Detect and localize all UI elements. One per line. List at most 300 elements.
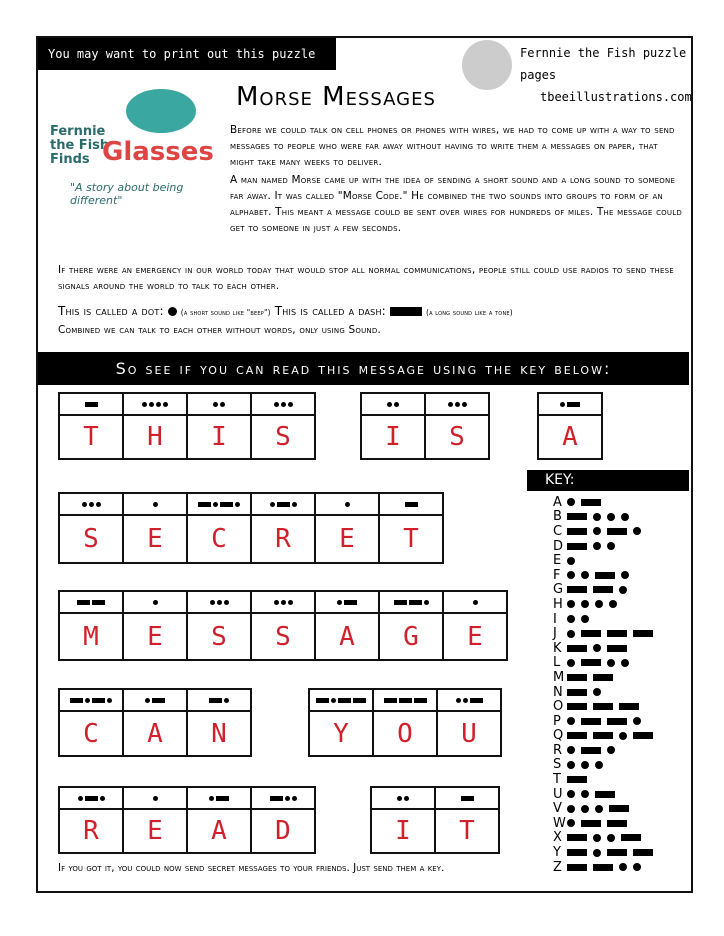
dot-icon: [567, 805, 575, 813]
morse-code: [188, 394, 250, 416]
dot-icon: [567, 819, 575, 827]
dot-icon: [473, 600, 478, 605]
answer-letter[interactable]: A: [562, 422, 578, 452]
dash-icon: [621, 834, 641, 841]
key-row: [527, 626, 689, 641]
dot-icon: [607, 659, 615, 667]
dot-icon: [397, 796, 402, 801]
dot-icon: [560, 402, 565, 407]
morse-code: [436, 788, 498, 810]
dot-icon: [621, 513, 629, 521]
answer-letter[interactable]: S: [275, 422, 291, 452]
answer-letter[interactable]: I: [385, 422, 401, 452]
key-row: [527, 524, 689, 539]
answer-letter[interactable]: E: [467, 621, 483, 652]
key-letter: O: [553, 699, 564, 715]
dot-label: This is called a dot:: [58, 304, 164, 318]
dot-icon: [581, 571, 589, 579]
key-letter: G: [553, 582, 564, 598]
answer-letter[interactable]: E: [147, 524, 163, 554]
morse-code: [380, 592, 442, 614]
dot-icon: [156, 402, 161, 407]
dot-icon: [607, 834, 615, 842]
word-grid: [370, 786, 500, 854]
dash-icon: [470, 698, 483, 703]
dash-icon: [399, 698, 412, 703]
morse-code: [124, 690, 186, 712]
letter-cell: [60, 394, 124, 458]
dash-icon: [607, 820, 627, 827]
dot-icon: [288, 402, 293, 407]
dot-icon: [595, 761, 603, 769]
dash-icon: [593, 674, 613, 681]
combined-note: Combined we can talk to each other without words, only using Sound.: [58, 324, 381, 336]
dash-icon: [567, 732, 587, 739]
dot-icon: [337, 600, 342, 605]
book-title: Fernnie the Fish Finds: [50, 124, 110, 167]
dash-icon: [581, 630, 601, 637]
key-row: [527, 787, 689, 802]
intro-paragraph-3: If there were an emergency in our world today that would stop all normal communications, people still could use radios to send these signals around the world to talk to each other.: [58, 264, 674, 292]
answer-letter[interactable]: M: [83, 621, 99, 652]
dash-icon: [567, 703, 587, 710]
dash-icon: [607, 630, 627, 637]
morse-code: [60, 592, 122, 614]
dash-icon: [595, 791, 615, 798]
dot-icon: [281, 600, 286, 605]
dot-icon: [593, 849, 601, 857]
dash-note: (a long sound like a tone): [425, 308, 513, 317]
key-row: [527, 714, 689, 729]
instruction-banner: So see if you can read this message using the key below:: [38, 352, 689, 385]
dash-icon: [92, 600, 105, 605]
answer-letter[interactable]: D: [275, 816, 291, 846]
dot-icon: [593, 527, 601, 535]
dash-icon: [152, 698, 165, 703]
letter-cell: [188, 788, 252, 852]
dot-icon: [209, 796, 214, 801]
dash-icon: [567, 674, 587, 681]
key-letter: F: [553, 567, 561, 583]
dash-icon: [461, 796, 474, 801]
dot-dash-explanation: [58, 303, 688, 338]
answer-letter[interactable]: O: [397, 718, 413, 749]
dash-icon: [567, 864, 587, 871]
letter-cell: [444, 592, 506, 659]
key-letter: N: [553, 684, 563, 700]
dash-icon: [593, 864, 613, 871]
letter-cell: [426, 394, 488, 458]
letter-cell: [372, 788, 436, 852]
dot-icon: [168, 307, 177, 316]
dot-icon: [387, 402, 392, 407]
key-row: [527, 685, 689, 700]
morse-code: [124, 592, 186, 614]
book-glasses: Glasses: [102, 137, 214, 167]
dash-icon: [316, 698, 329, 703]
dot-icon: [567, 790, 575, 798]
letter-cell: [124, 394, 188, 458]
letter-cell: [539, 394, 601, 458]
dot-icon: [607, 513, 615, 521]
dash-icon: [92, 698, 105, 703]
key-row: [527, 816, 689, 831]
letter-cell: [316, 494, 380, 562]
morse-code: [188, 690, 250, 712]
dash-icon: [85, 796, 98, 801]
dot-icon: [107, 698, 112, 703]
key-row: [527, 845, 689, 860]
answer-letter[interactable]: E: [147, 621, 163, 652]
word-grid: [58, 688, 252, 757]
letter-cell: [188, 494, 252, 562]
morse-code: [316, 494, 378, 516]
letter-cell: [188, 394, 252, 458]
dash-icon: [567, 513, 587, 520]
dash-icon: [633, 849, 653, 856]
morse-code: [124, 788, 186, 810]
morse-code: [60, 494, 122, 516]
dot-icon: [607, 542, 615, 550]
dash-icon: [567, 543, 587, 550]
dot-icon: [153, 502, 158, 507]
key-row: [527, 553, 689, 568]
dash-icon: [567, 586, 587, 593]
morse-code: [124, 394, 186, 416]
dash-icon: [581, 747, 601, 754]
letter-cell: [124, 592, 188, 659]
dot-icon: [85, 698, 90, 703]
dot-icon: [581, 805, 589, 813]
dot-icon: [633, 717, 641, 725]
dot-icon: [224, 698, 229, 703]
print-note: You may want to print out this puzzle to do it.: [38, 38, 336, 70]
answer-letter[interactable]: Y: [333, 718, 349, 749]
word-grid: [537, 392, 603, 460]
key-letter: X: [553, 830, 562, 846]
dot-icon: [567, 571, 575, 579]
dash-icon: [277, 502, 290, 507]
morse-code: [60, 788, 122, 810]
dash-icon: [77, 600, 90, 605]
dot-icon: [292, 502, 297, 507]
key-letter: U: [553, 786, 563, 802]
dash-icon: [409, 600, 422, 605]
key-letter: B: [553, 509, 562, 525]
dot-icon: [595, 805, 603, 813]
book-logo: [46, 85, 226, 207]
key-letter: Q: [553, 728, 564, 744]
answer-letter[interactable]: E: [147, 816, 163, 846]
dot-icon: [633, 527, 641, 535]
key-row: [527, 597, 689, 612]
dot-icon: [456, 698, 461, 703]
dot-icon: [285, 796, 290, 801]
key-row: [527, 670, 689, 685]
morse-code: [252, 592, 314, 614]
dot-icon: [593, 688, 601, 696]
dot-icon: [163, 402, 168, 407]
morse-code: [60, 690, 122, 712]
answer-letter[interactable]: U: [461, 718, 477, 749]
letter-cell: [374, 690, 438, 755]
key-letter: T: [553, 772, 561, 788]
key-letter: W: [553, 815, 566, 831]
dot-icon: [153, 600, 158, 605]
word-grid: [58, 786, 316, 854]
letter-cell: [124, 788, 188, 852]
dot-icon: [567, 600, 575, 608]
dash-icon: [581, 820, 601, 827]
dash-icon: [595, 572, 615, 579]
letter-cell: [362, 394, 426, 458]
key-row: [527, 495, 689, 510]
morse-code: [426, 394, 488, 416]
dash-icon: [581, 659, 601, 666]
morse-code: [252, 494, 314, 516]
key-row: [527, 831, 689, 846]
dash-icon: [567, 528, 587, 535]
key-letter: C: [553, 523, 563, 539]
key-row: [527, 568, 689, 583]
dot-icon: [235, 502, 240, 507]
answer-letter[interactable]: A: [211, 816, 227, 846]
dash-icon: [607, 718, 627, 725]
answer-letter[interactable]: C: [211, 524, 227, 554]
dash-icon: [270, 796, 283, 801]
morse-code: [438, 690, 500, 712]
key-letter: Z: [553, 859, 562, 875]
letter-cell: [60, 788, 124, 852]
dot-icon: [621, 571, 629, 579]
dash-icon: [567, 402, 580, 407]
key-letter: D: [553, 538, 564, 554]
answer-letter[interactable]: T: [403, 524, 419, 554]
answer-letter[interactable]: S: [275, 621, 291, 652]
dot-icon: [593, 513, 601, 521]
dot-icon: [567, 630, 575, 638]
dash-icon: [338, 698, 351, 703]
dash-icon: [394, 600, 407, 605]
dot-icon: [609, 600, 617, 608]
intro-paragraph-1: Before we could talk on cell phones or phones with wires, we had to come up with a way to send messages to people who were far away without having to write them a messages on paper, that might take many weeks to deliver.: [230, 124, 675, 168]
dot-icon: [153, 796, 158, 801]
answer-letter[interactable]: R: [275, 524, 291, 554]
letter-cell: [188, 690, 250, 755]
dot-icon: [567, 761, 575, 769]
dot-icon: [281, 402, 286, 407]
answer-letter[interactable]: T: [83, 422, 99, 452]
letter-cell: [124, 494, 188, 562]
dash-icon: [607, 849, 627, 856]
dot-icon: [331, 698, 336, 703]
dot-icon: [567, 659, 575, 667]
word-grid: [360, 392, 490, 460]
key-letter: J: [553, 626, 557, 642]
morse-code: [310, 690, 372, 712]
key-letter: S: [553, 757, 562, 773]
answer-letter[interactable]: S: [83, 524, 99, 554]
word-grid: [58, 590, 508, 661]
answer-letter[interactable]: T: [459, 816, 475, 846]
brand-name: Fernnie the Fish puzzle pages: [520, 46, 687, 82]
letter-cell: [252, 394, 314, 458]
dot-icon: [292, 796, 297, 801]
dot-icon: [217, 600, 222, 605]
word-grid: [58, 392, 316, 460]
dot-icon: [567, 557, 575, 565]
dash-icon: [384, 698, 397, 703]
answer-letter[interactable]: H: [147, 422, 163, 452]
fish-illustration-icon: [126, 89, 196, 133]
answer-letter[interactable]: G: [403, 621, 419, 652]
letter-cell: [252, 592, 316, 659]
key-row: [527, 656, 689, 671]
dash-icon: [405, 502, 418, 507]
key-letter: I: [553, 611, 557, 627]
dash-icon: [619, 703, 639, 710]
dot-icon: [424, 600, 429, 605]
dash-icon: [567, 645, 587, 652]
answer-letter[interactable]: A: [339, 621, 355, 652]
dash-icon: [567, 834, 587, 841]
dash-icon: [567, 849, 587, 856]
key-row: [527, 510, 689, 525]
dot-icon: [567, 615, 575, 623]
dot-icon: [345, 502, 350, 507]
dot-icon: [213, 402, 218, 407]
brand: [520, 42, 724, 108]
letter-cell: [252, 494, 316, 562]
dot-icon: [78, 796, 83, 801]
dot-icon: [593, 644, 601, 652]
footer-note: If you got it, you could now send secret messages to your friends. Just send them a key.: [58, 862, 445, 874]
answer-letter[interactable]: I: [395, 816, 411, 846]
dot-icon: [595, 600, 603, 608]
letter-cell: [380, 494, 442, 562]
dash-icon: [220, 502, 233, 507]
letter-cell: [60, 592, 124, 659]
morse-code: [124, 494, 186, 516]
morse-code: [539, 394, 601, 416]
dot-icon: [149, 402, 154, 407]
dot-icon: [581, 761, 589, 769]
dash-icon: [414, 698, 427, 703]
dot-icon: [270, 502, 275, 507]
morse-code: [188, 788, 250, 810]
dash-icon: [609, 805, 629, 812]
word-grid: [58, 492, 444, 564]
dot-icon: [633, 863, 641, 871]
dot-icon: [213, 502, 218, 507]
dot-icon: [288, 600, 293, 605]
answer-letter[interactable]: N: [211, 718, 227, 749]
dash-icon: [344, 600, 357, 605]
dot-icon: [581, 600, 589, 608]
page-title: Morse Messages: [236, 82, 436, 112]
dot-icon: [404, 796, 409, 801]
morse-code: [372, 788, 434, 810]
dot-icon: [607, 746, 615, 754]
dash-icon: [633, 732, 653, 739]
dot-icon: [581, 615, 589, 623]
dash-icon: [216, 796, 229, 801]
key-letter: A: [553, 494, 562, 510]
letter-cell: [60, 494, 124, 562]
dash-icon: [593, 586, 613, 593]
morse-code: [316, 592, 378, 614]
key-row: [527, 860, 689, 875]
word-grid: [308, 688, 502, 757]
dot-icon: [619, 863, 627, 871]
key-row: [527, 583, 689, 598]
morse-code: [380, 494, 442, 516]
letter-cell: [252, 788, 314, 852]
dash-icon: [593, 703, 613, 710]
dash-icon: [581, 499, 601, 506]
dot-icon: [463, 698, 468, 703]
letter-cell: [124, 690, 188, 755]
dash-icon: [209, 698, 222, 703]
dot-icon: [619, 732, 627, 740]
morse-code: [374, 690, 436, 712]
dash-icon: [633, 630, 653, 637]
answer-letter[interactable]: E: [339, 524, 355, 554]
letter-cell: [436, 788, 498, 852]
letter-cell: [380, 592, 444, 659]
fish-logo-icon: [462, 40, 512, 90]
dot-icon: [89, 502, 94, 507]
answer-letter[interactable]: A: [147, 718, 163, 749]
dot-icon: [224, 600, 229, 605]
letter-cell: [188, 592, 252, 659]
morse-code: [362, 394, 424, 416]
dot-icon: [455, 402, 460, 407]
answer-letter[interactable]: R: [83, 816, 99, 846]
brand-url[interactable]: tbeeillustrations.com: [540, 90, 692, 104]
key-letter: V: [553, 801, 562, 817]
dash-label: This is called a dash:: [274, 304, 386, 318]
dash-icon: [567, 776, 587, 783]
dash-icon: [390, 307, 422, 316]
key-row: [527, 612, 689, 627]
book-subtitle: "A story about being different": [70, 181, 184, 207]
key-heading: KEY:: [527, 470, 689, 491]
dot-icon: [619, 586, 627, 594]
answer-letter[interactable]: S: [211, 621, 227, 652]
answer-letter[interactable]: C: [83, 718, 99, 749]
morse-code: [188, 494, 250, 516]
dash-icon: [198, 502, 211, 507]
dot-icon: [462, 402, 467, 407]
key-letter: M: [553, 669, 565, 685]
dot-icon: [593, 834, 601, 842]
dot-icon: [220, 402, 225, 407]
letter-cell: [316, 592, 380, 659]
letter-cell: [438, 690, 500, 755]
answer-letter[interactable]: S: [449, 422, 465, 452]
dash-icon: [607, 528, 627, 535]
dot-icon: [142, 402, 147, 407]
key-row: [527, 758, 689, 773]
dot-icon: [274, 600, 279, 605]
key-letter: E: [553, 553, 562, 569]
answer-letter[interactable]: I: [211, 422, 227, 452]
dash-icon: [70, 698, 83, 703]
dot-icon: [145, 698, 150, 703]
dash-icon: [581, 718, 601, 725]
key-row: [527, 801, 689, 816]
